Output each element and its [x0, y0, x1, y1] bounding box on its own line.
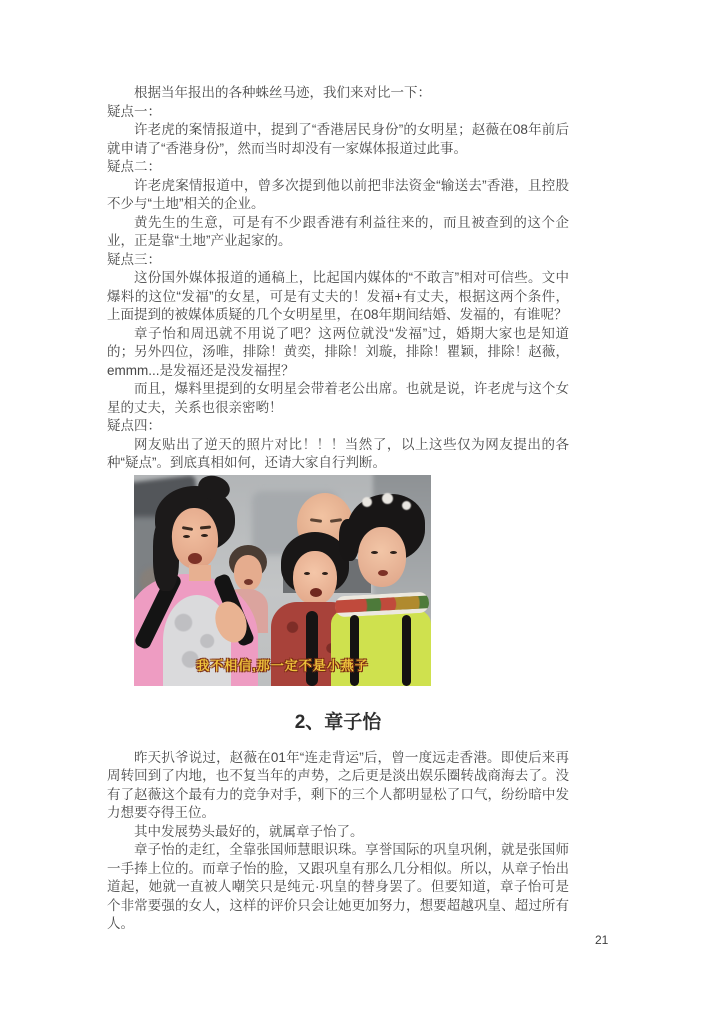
right-actress-figure	[358, 527, 406, 587]
paragraph: 其中发展势头最好的，就属章子怡了。	[134, 823, 364, 839]
page-number: 21	[595, 933, 609, 947]
paragraph: 昨天扒爷说过，赵薇在01年“连走背运”后，曾一度远走香港。即使后来再周转回到了内地，也不复当年的声势，之后更是淡出娱乐圈转战商海去了。没有了赵薇这个最有力的竞争对手，剩下的三个人都明显松了口气，纷纷暗中发力想要夺得王位。	[107, 749, 569, 820]
doubt-label-4: 疑点四：	[107, 418, 161, 433]
tv-screenshot	[134, 475, 431, 686]
section-heading: 2、章子怡	[294, 711, 382, 733]
paragraph: 章子怡的走红，全靠张国师慧眼识珠。享誉国际的巩皇巩俐，就是张国师一手捧上位的。而章子怡的脸，又跟巩皇有那么几分相似。所以，从章子怡出道起，她就一直被人嘲笑只是纯元·巩皇的替身罢了。但要知道，章子怡可是个非常要强的女人，这样的评价只会让她更加努力，想要超越巩皇、超过所有人。	[107, 842, 569, 931]
embroidered-collar	[335, 591, 430, 617]
face-detail	[183, 535, 190, 538]
paragraph: 许老虎案情报道中，曾多次提到他以前把非法资金“输送去”香港，且控股不少与“土地”相关的企业。	[107, 177, 569, 211]
face-detail	[322, 572, 328, 575]
face-detail	[371, 551, 378, 554]
background-actress-figure	[234, 555, 262, 591]
doubt-label-2: 疑点二：	[107, 159, 161, 174]
face-detail	[244, 579, 253, 585]
paragraph: 章子怡和周迅就不用说了吧？这两位就没“发福”过，婚期大家也是知道的；另外四位，汤唯，排除！黄奕，排除！刘璇，排除！瞿颖，排除！赵薇，emmm...是发福还是没发福捏？	[107, 325, 569, 378]
braid-detail	[350, 615, 359, 686]
doubt-label-1: 疑点一：	[107, 103, 161, 119]
face-detail	[304, 572, 310, 575]
braid-detail	[306, 611, 318, 686]
left-actress-figure	[189, 565, 211, 581]
paragraph: 这份国外媒体报道的通稿上，比起国内媒体的“不敢言”相对可信些。文中爆料的这位“发福”的女星，可是有丈夫的！发福+有丈夫，根据这两个条件，上面提到的被媒体质疑的几个女明星里，在08年期间结婚、发福的，有谁呢？	[107, 270, 569, 322]
paragraph: 许老虎的案情报道中，提到了“香港居民身份”的女明星；赵薇在08年前后就申请了“香港身份”，然而当时却没有一家媒体报道过此事。	[107, 122, 569, 156]
doubt-label-3: 疑点三：	[107, 251, 161, 267]
face-detail	[200, 525, 211, 529]
hair-accessory	[362, 497, 372, 507]
face-detail	[378, 570, 388, 576]
braid-detail	[402, 615, 411, 686]
right-actress-figure	[331, 608, 431, 686]
face-detail	[390, 551, 397, 554]
face-detail	[310, 588, 322, 597]
paragraph: 黄先生的生意，可是有不少跟香港有利益往来的，而且被查到的这个企业，正是靠“土地”产业起家的。	[107, 214, 569, 248]
right-actress-figure	[339, 519, 359, 561]
hair-accessory	[402, 501, 411, 510]
paragraph: 根据当年报出的各种蛛丝马迹，我们来对比一下：	[134, 85, 431, 100]
photo-subtitle: 我不相信,那一定不是小燕子	[196, 657, 369, 673]
face-detail	[188, 553, 202, 564]
paragraph: 而且，爆料里提到的女明星会带着老公出席。也就是说，许老虎与这个女星的丈夫，关系也很亲密哟！	[107, 381, 569, 415]
paragraph: 网友贴出了逆天的照片对比！！！当然了，以上这些仅为网友提出的各种“疑点”。到底真相如何，还请大家自行判断。	[107, 436, 569, 470]
face-detail	[201, 534, 208, 537]
hair-accessory	[382, 493, 393, 504]
article-body	[107, 84, 569, 934]
